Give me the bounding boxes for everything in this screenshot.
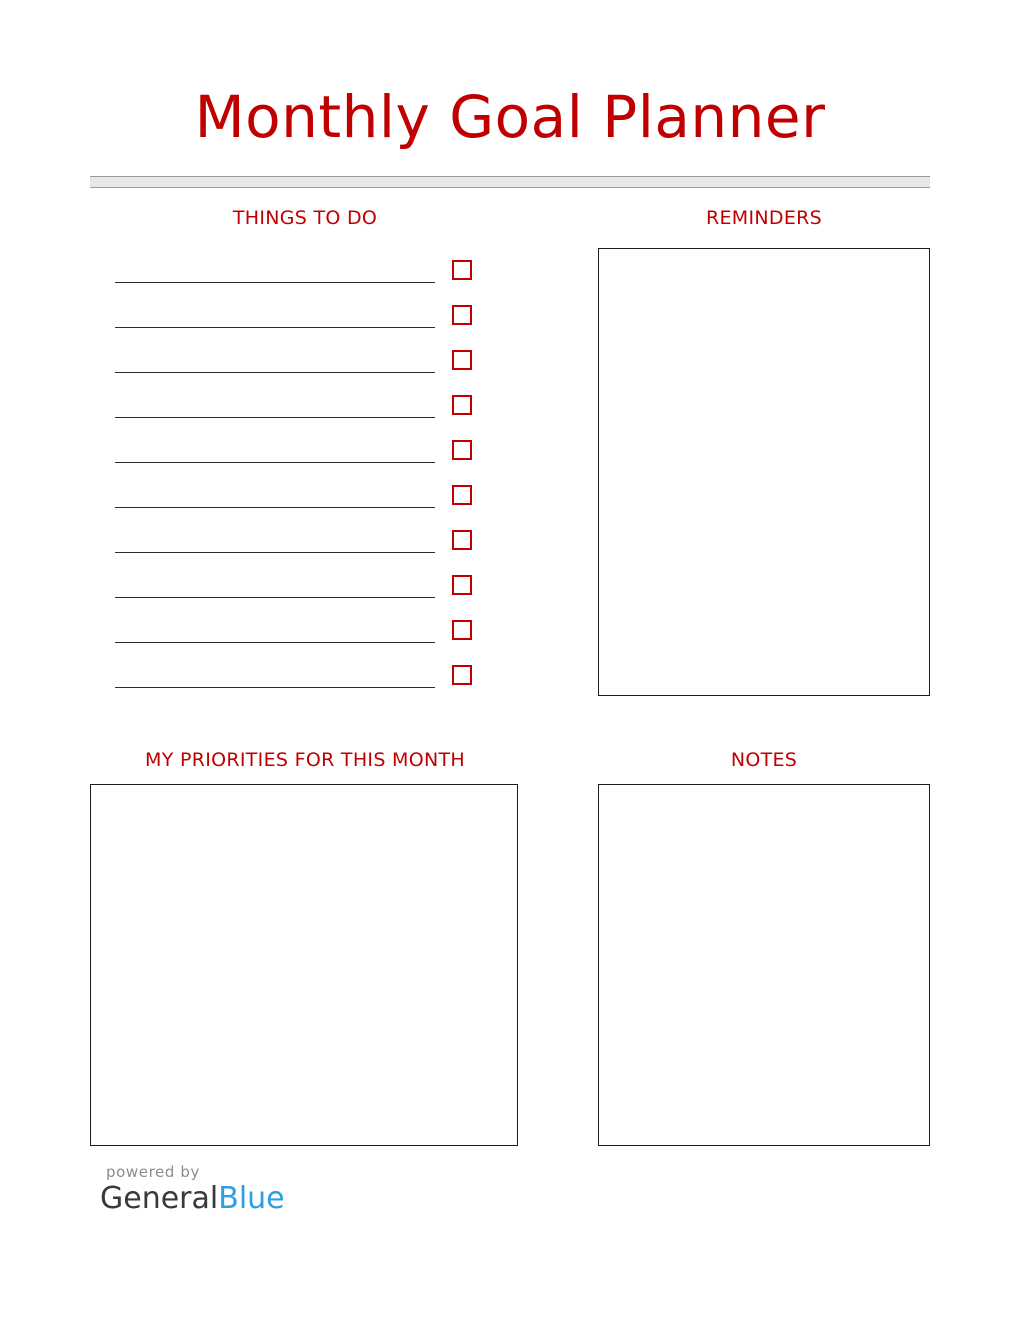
todo-row [90,293,530,338]
things-to-do-heading: THINGS TO DO [232,207,378,229]
todo-row [90,248,530,293]
todo-checkbox[interactable] [452,530,472,550]
todo-row [90,653,530,698]
title-divider [90,176,930,188]
todo-write-line[interactable] [115,642,435,643]
todo-checkbox[interactable] [452,575,472,595]
powered-by-label: powered by [106,1163,200,1181]
todo-checkbox[interactable] [452,620,472,640]
page-title: Monthly Goal Planner [194,83,826,151]
footer [100,1163,460,1215]
todo-write-line[interactable] [115,507,435,508]
todo-checkbox[interactable] [452,260,472,280]
todo-write-line[interactable] [115,462,435,463]
todo-write-line[interactable] [115,327,435,328]
notes-box[interactable] [598,784,930,1146]
brand-name-second: Blue [218,1181,285,1216]
reminders-heading: REMINDERS [705,207,822,229]
todo-write-line[interactable] [115,372,435,373]
priorities-heading: MY PRIORITIES FOR THIS MONTH [145,749,465,771]
generalblue-logo [100,1183,460,1215]
todo-write-line[interactable] [115,687,435,688]
todo-write-line[interactable] [115,282,435,283]
todo-checkbox[interactable] [452,440,472,460]
brand-name-first: General [100,1181,219,1216]
todo-row [90,518,530,563]
todo-checkbox[interactable] [452,350,472,370]
todo-write-line[interactable] [115,417,435,418]
todo-row [90,563,530,608]
notes-heading: NOTES [730,749,798,771]
todo-checkbox[interactable] [452,665,472,685]
todo-checkbox[interactable] [452,305,472,325]
todo-write-line[interactable] [115,552,435,553]
reminders-box[interactable] [598,248,930,696]
todo-row [90,428,530,473]
todo-row [90,383,530,428]
things-to-do-list [90,248,530,703]
todo-row [90,608,530,653]
todo-checkbox[interactable] [452,485,472,505]
todo-checkbox[interactable] [452,395,472,415]
todo-write-line[interactable] [115,597,435,598]
todo-row [90,473,530,518]
priorities-box[interactable] [90,784,518,1146]
todo-row [90,338,530,383]
